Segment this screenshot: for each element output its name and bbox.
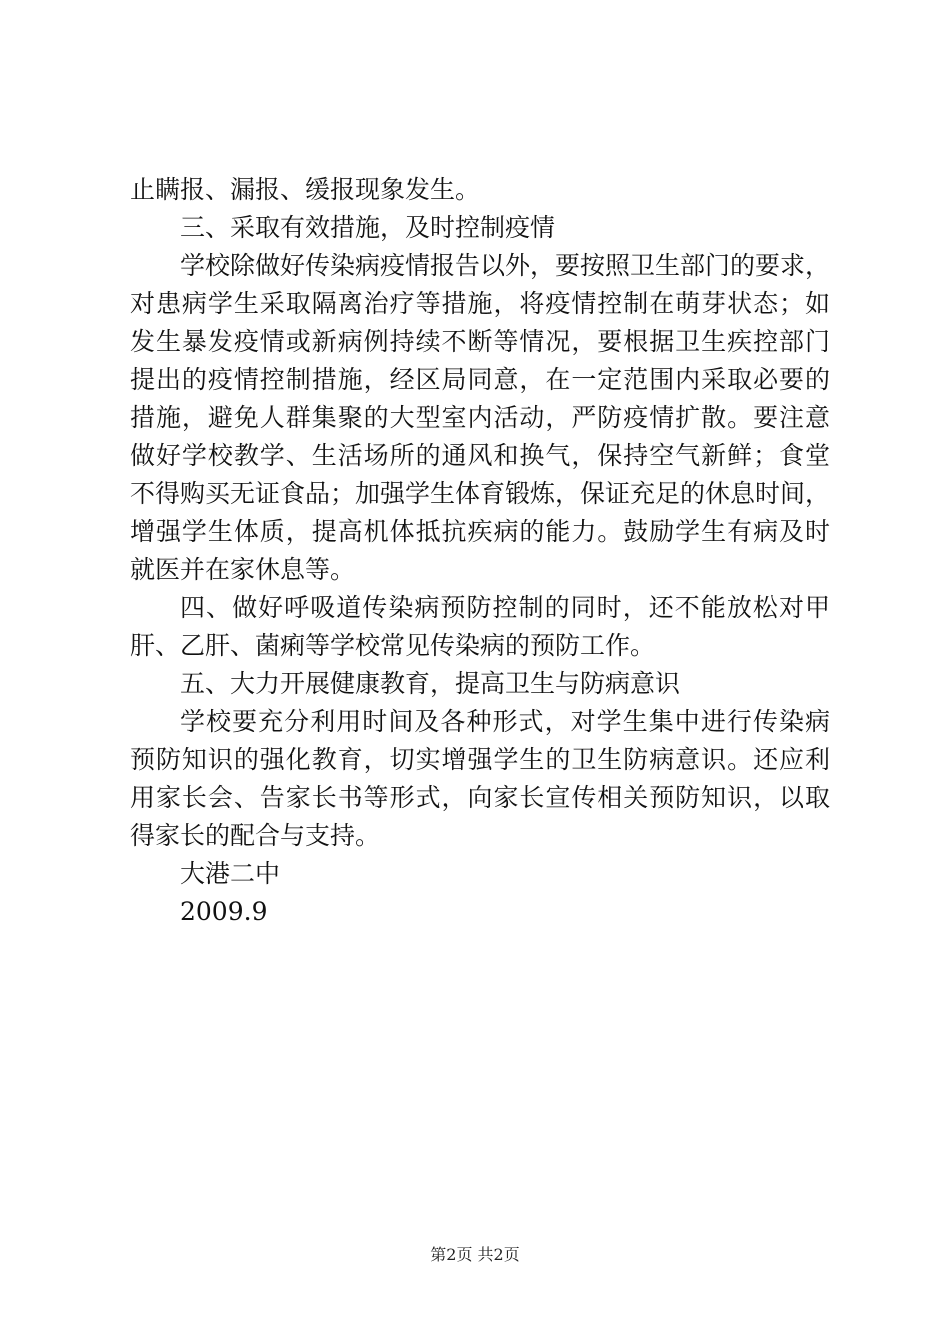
paragraph-line: 止瞒报、漏报、缓报现象发生。 bbox=[130, 175, 481, 204]
paragraph-line: 得家长的配合与支持。 bbox=[130, 821, 381, 850]
paragraph-line: 提出的疫情控制措施，经区局同意，在一定范围内采取必要的 bbox=[130, 365, 830, 394]
paragraph-line: 肝、乙肝、菌痢等学校常见传染病的预防工作。 bbox=[130, 631, 656, 660]
paragraph-line: 措施，避免人群集聚的大型室内活动，严防疫情扩散。要注意 bbox=[130, 403, 830, 432]
page-footer: 第2页 共2页 bbox=[430, 1245, 520, 1264]
signature-date: 2009.9 bbox=[180, 897, 268, 926]
paragraph-line: 做好学校教学、生活场所的通风和换气，保持空气新鲜；食堂 bbox=[130, 441, 830, 470]
paragraph-line: 就医并在家休息等。 bbox=[130, 555, 356, 584]
section-heading: 三、采取有效措施，及时控制疫情 bbox=[180, 213, 556, 242]
paragraph-line: 学校除做好传染病疫情报告以外，要按照卫生部门的要求， bbox=[180, 251, 831, 280]
section-heading: 五、大力开展健康教育，提高卫生与防病意识 bbox=[180, 669, 681, 698]
paragraph-line: 预防知识的强化教育，切实增强学生的卫生防病意识。还应利 bbox=[130, 745, 830, 774]
paragraph-line: 增强学生体质，提高机体抵抗疾病的能力。鼓励学生有病及时 bbox=[130, 517, 830, 546]
paragraph-line: 用家长会、告家长书等形式，向家长宣传相关预防知识，以取 bbox=[130, 783, 830, 812]
paragraph-line: 学校要充分利用时间及各种形式，对学生集中进行传染病 bbox=[180, 707, 830, 736]
paragraph-line: 不得购买无证食品；加强学生体育锻炼，保证充足的休息时间， bbox=[130, 479, 831, 508]
paragraph-line: 发生暴发疫情或新病例持续不断等情况，要根据卫生疾控部门 bbox=[130, 327, 830, 356]
document-body bbox=[130, 171, 830, 931]
section-heading: 四、做好呼吸道传染病预防控制的同时，还不能放松对甲 bbox=[180, 593, 830, 622]
paragraph-line: 对患病学生采取隔离治疗等措施，将疫情控制在萌芽状态；如 bbox=[130, 289, 830, 318]
signature-organization: 大港二中 bbox=[180, 859, 281, 888]
